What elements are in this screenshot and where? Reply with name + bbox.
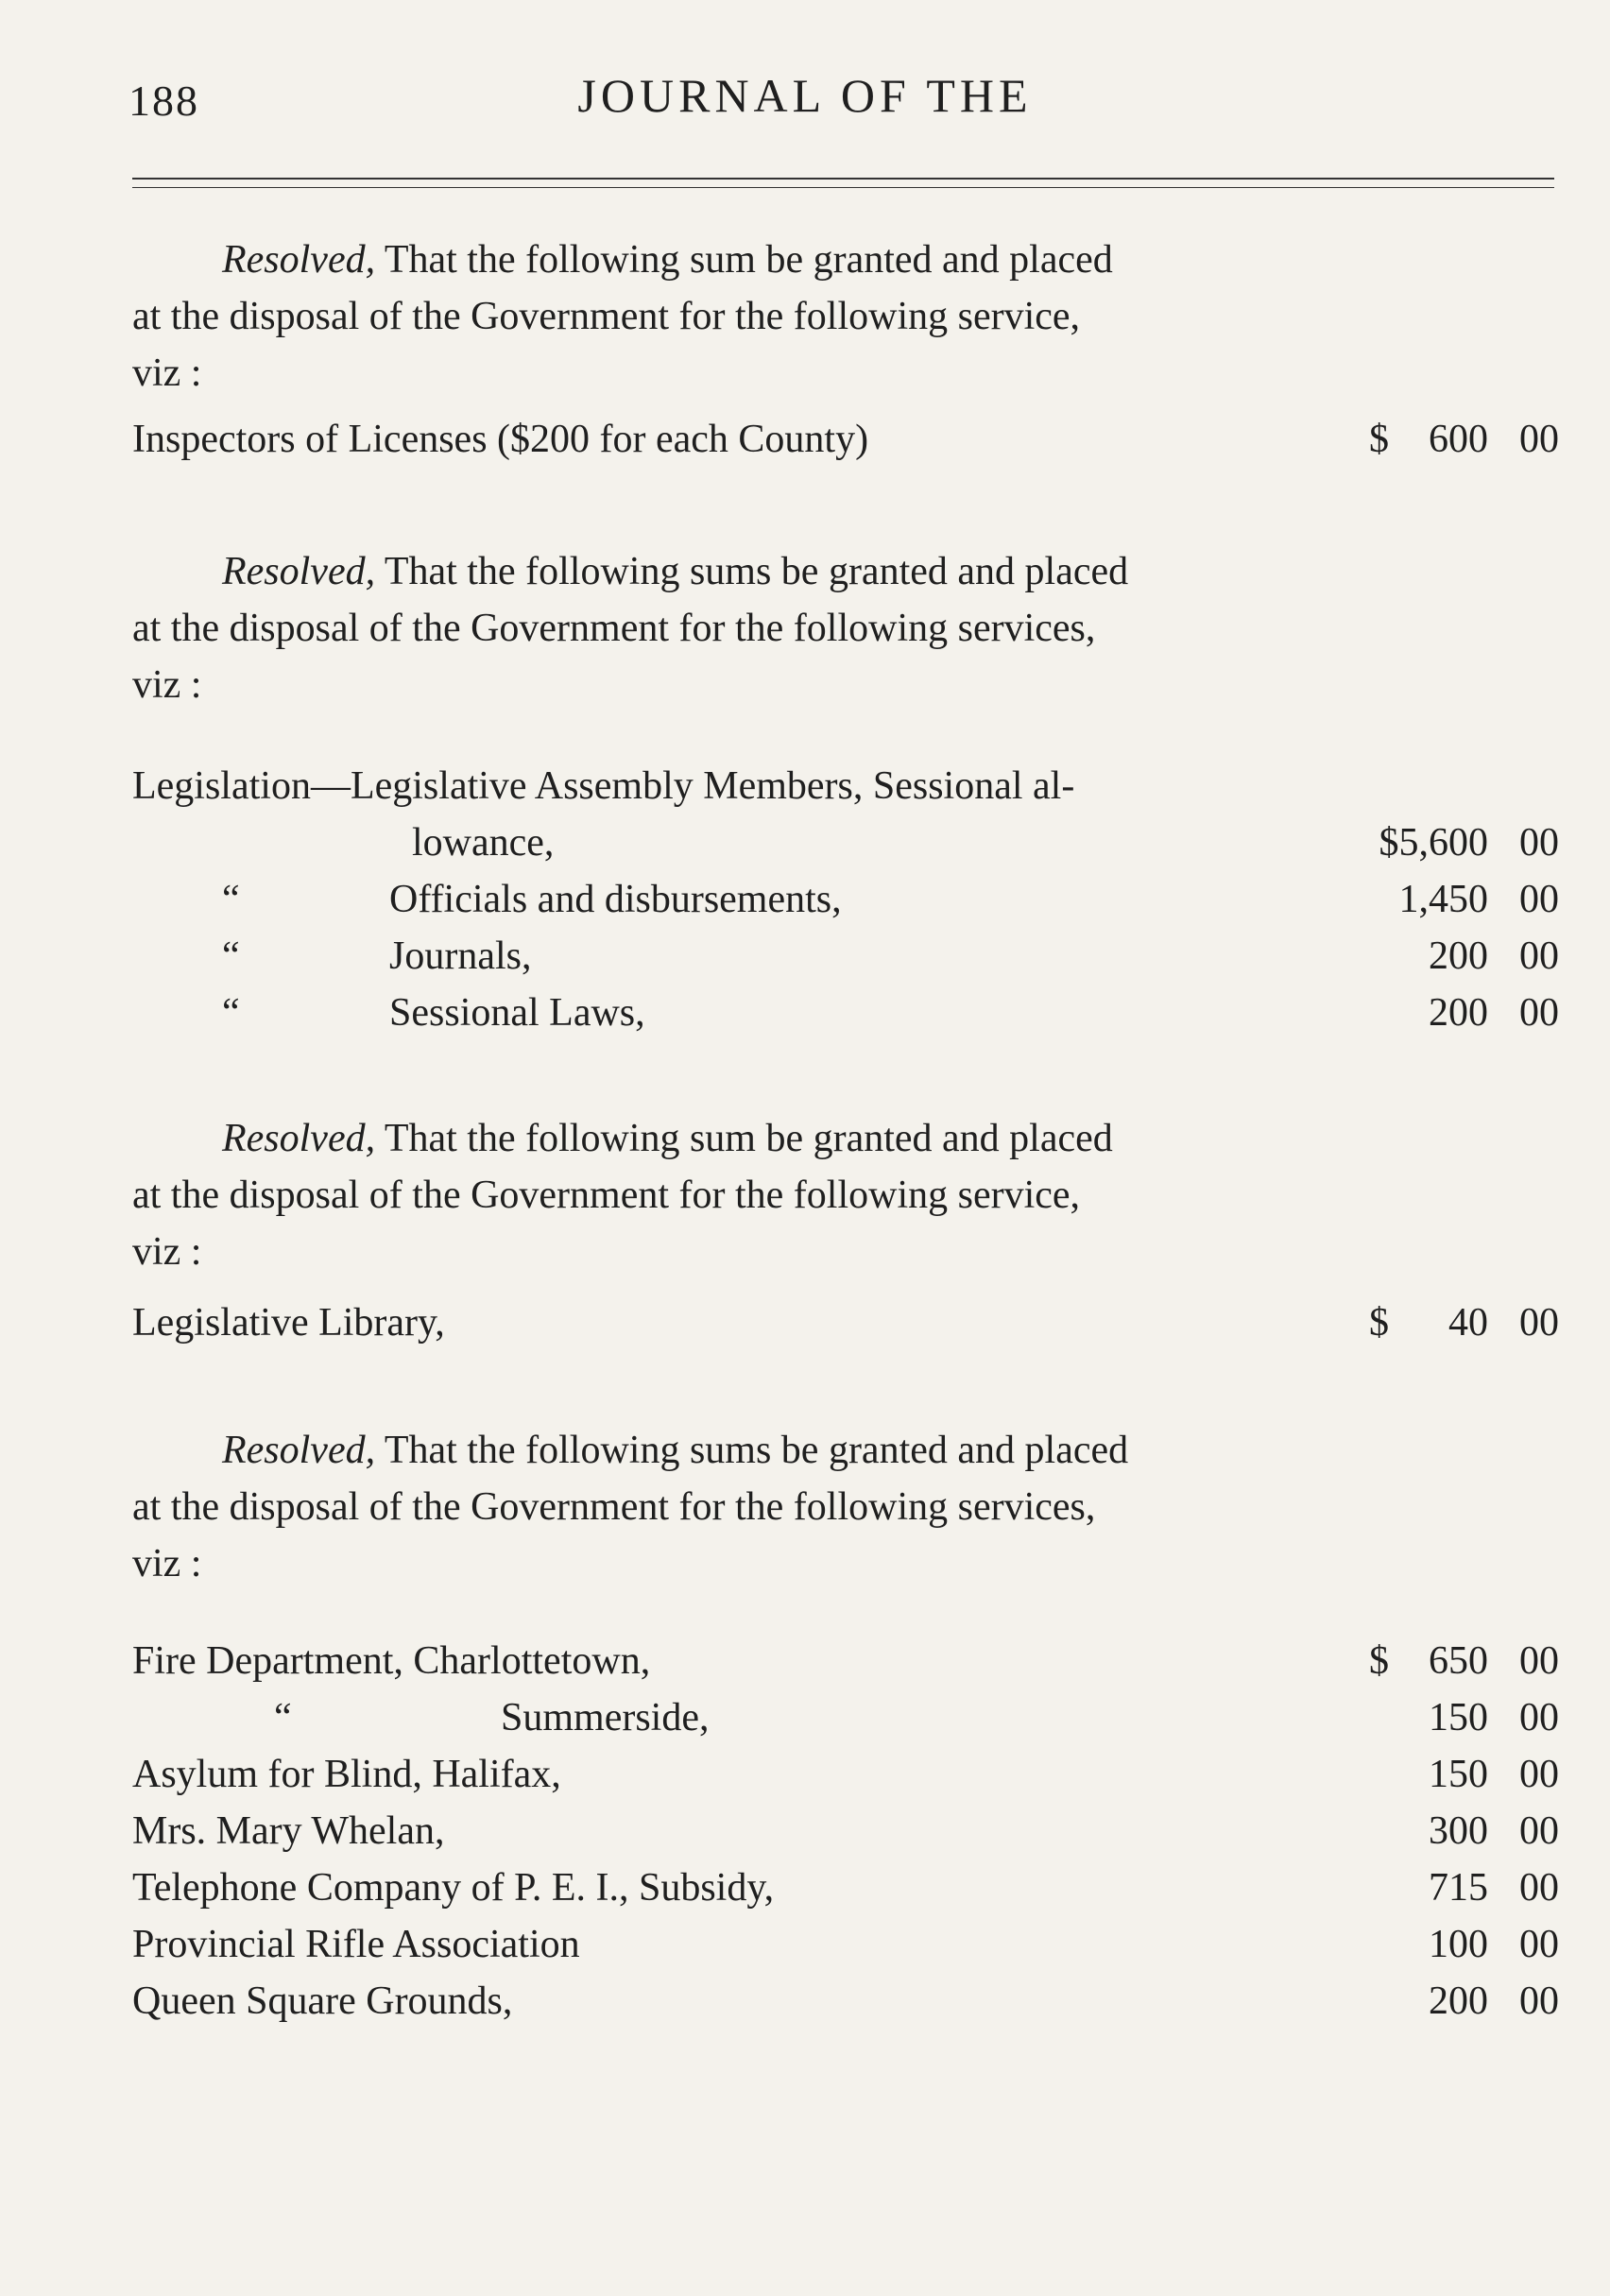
dollar-sign: $	[1369, 418, 1389, 461]
line-item	[132, 871, 1559, 928]
item-cents: 00	[1519, 418, 1559, 461]
resolution-4	[132, 1422, 1379, 1592]
ditto-mark: “	[222, 878, 240, 921]
item-cents: 00	[1519, 878, 1559, 921]
line-item	[132, 1689, 1559, 1746]
resolved-word: Resolved,	[222, 1429, 376, 1472]
header-rule-bottom	[132, 187, 1554, 188]
item-amount: 600	[1429, 418, 1488, 461]
line-item	[132, 411, 1559, 468]
line-item	[132, 1916, 1559, 1973]
item-label: Journals,	[389, 934, 532, 978]
item-cents: 00	[1519, 1923, 1559, 1966]
item-label: Summerside,	[501, 1696, 710, 1739]
resolution-line: viz :	[132, 1542, 202, 1585]
item-cents: 00	[1519, 1866, 1559, 1910]
line-item	[132, 758, 1559, 814]
line-item	[132, 1633, 1559, 1689]
item-label: Fire Department, Charlottetown,	[132, 1639, 651, 1683]
item-amount: 200	[1429, 934, 1488, 978]
item-label: Asylum for Blind, Halifax,	[132, 1753, 561, 1796]
item-amount: 150	[1429, 1696, 1488, 1739]
line-item	[132, 928, 1559, 985]
resolution-line: at the disposal of the Government for the following services,	[132, 1485, 1096, 1529]
item-amount: 300	[1429, 1809, 1488, 1853]
resolution-line: viz :	[132, 1230, 202, 1274]
ditto-mark: “	[274, 1696, 292, 1739]
item-label: Inspectors of Licenses ($200 for each County)	[132, 418, 869, 461]
item-amount: 200	[1429, 991, 1488, 1035]
header-rule-top	[132, 178, 1554, 180]
item-amount: 200	[1429, 1979, 1488, 2023]
item-cents: 00	[1519, 1696, 1559, 1739]
line-item	[132, 985, 1559, 1041]
item-amount: 100	[1429, 1923, 1488, 1966]
dollar-sign: $	[1369, 1639, 1389, 1683]
resolution-line: viz :	[132, 663, 202, 707]
item-cents: 00	[1519, 1979, 1559, 2023]
item-label: Queen Square Grounds,	[132, 1979, 513, 2023]
ditto-mark: “	[222, 991, 240, 1035]
item-label: Legislation—Legislative Assembly Members, Sessional al-	[132, 764, 1075, 808]
resolution-2	[132, 543, 1379, 713]
item-amount: 150	[1429, 1753, 1488, 1796]
item-cents: 00	[1519, 934, 1559, 978]
item-amount: 1,450	[1398, 878, 1488, 921]
item-label: Officials and disbursements,	[389, 878, 842, 921]
resolution-line: at the disposal of the Government for the following services,	[132, 607, 1096, 650]
item-label: Provincial Rifle Association	[132, 1923, 580, 1966]
resolution-line: Resolved, That the following sums be granted and placed	[222, 550, 1129, 593]
item-amount: 40	[1448, 1301, 1488, 1345]
item-cents: 00	[1519, 1809, 1559, 1853]
item-label: Telephone Company of P. E. I., Subsidy,	[132, 1866, 775, 1910]
resolved-word: Resolved,	[222, 1117, 376, 1160]
page-number: 188	[128, 77, 199, 125]
resolution-3	[132, 1110, 1379, 1280]
line-item	[132, 1746, 1559, 1803]
resolved-word: Resolved,	[222, 238, 376, 282]
page-header	[0, 68, 1610, 134]
line-item	[132, 1973, 1559, 2030]
resolution-line: at the disposal of the Government for the following service,	[132, 1174, 1081, 1217]
item-label: Legislative Library,	[132, 1301, 445, 1345]
resolution-line: at the disposal of the Government for the following service,	[132, 295, 1081, 338]
item-cents: 00	[1519, 821, 1559, 865]
resolved-word: Resolved,	[222, 550, 376, 593]
item-cents: 00	[1519, 1753, 1559, 1796]
item-cents: 00	[1519, 1639, 1559, 1683]
item-cents: 00	[1519, 1301, 1559, 1345]
item-amount: $5,600	[1379, 821, 1488, 865]
item-amount: 650	[1429, 1639, 1488, 1683]
line-item	[132, 1859, 1559, 1916]
line-item	[132, 1294, 1559, 1351]
line-item	[132, 814, 1559, 871]
item-cents: 00	[1519, 991, 1559, 1035]
item-amount: 715	[1429, 1866, 1488, 1910]
line-item	[132, 1803, 1559, 1859]
running-head: JOURNAL OF THE	[577, 69, 1033, 122]
resolution-line: viz :	[132, 351, 202, 395]
resolution-line: Resolved, That the following sum be granted and placed	[222, 238, 1113, 282]
item-label: Sessional Laws,	[389, 991, 645, 1035]
resolution-line: Resolved, That the following sums be granted and placed	[222, 1429, 1129, 1472]
resolution-line: Resolved, That the following sum be granted and placed	[222, 1117, 1113, 1160]
item-label: Mrs. Mary Whelan,	[132, 1809, 445, 1853]
ditto-mark: “	[222, 934, 240, 978]
dollar-sign: $	[1369, 1301, 1389, 1345]
item-label: lowance,	[412, 821, 555, 865]
resolution-1	[132, 231, 1379, 402]
